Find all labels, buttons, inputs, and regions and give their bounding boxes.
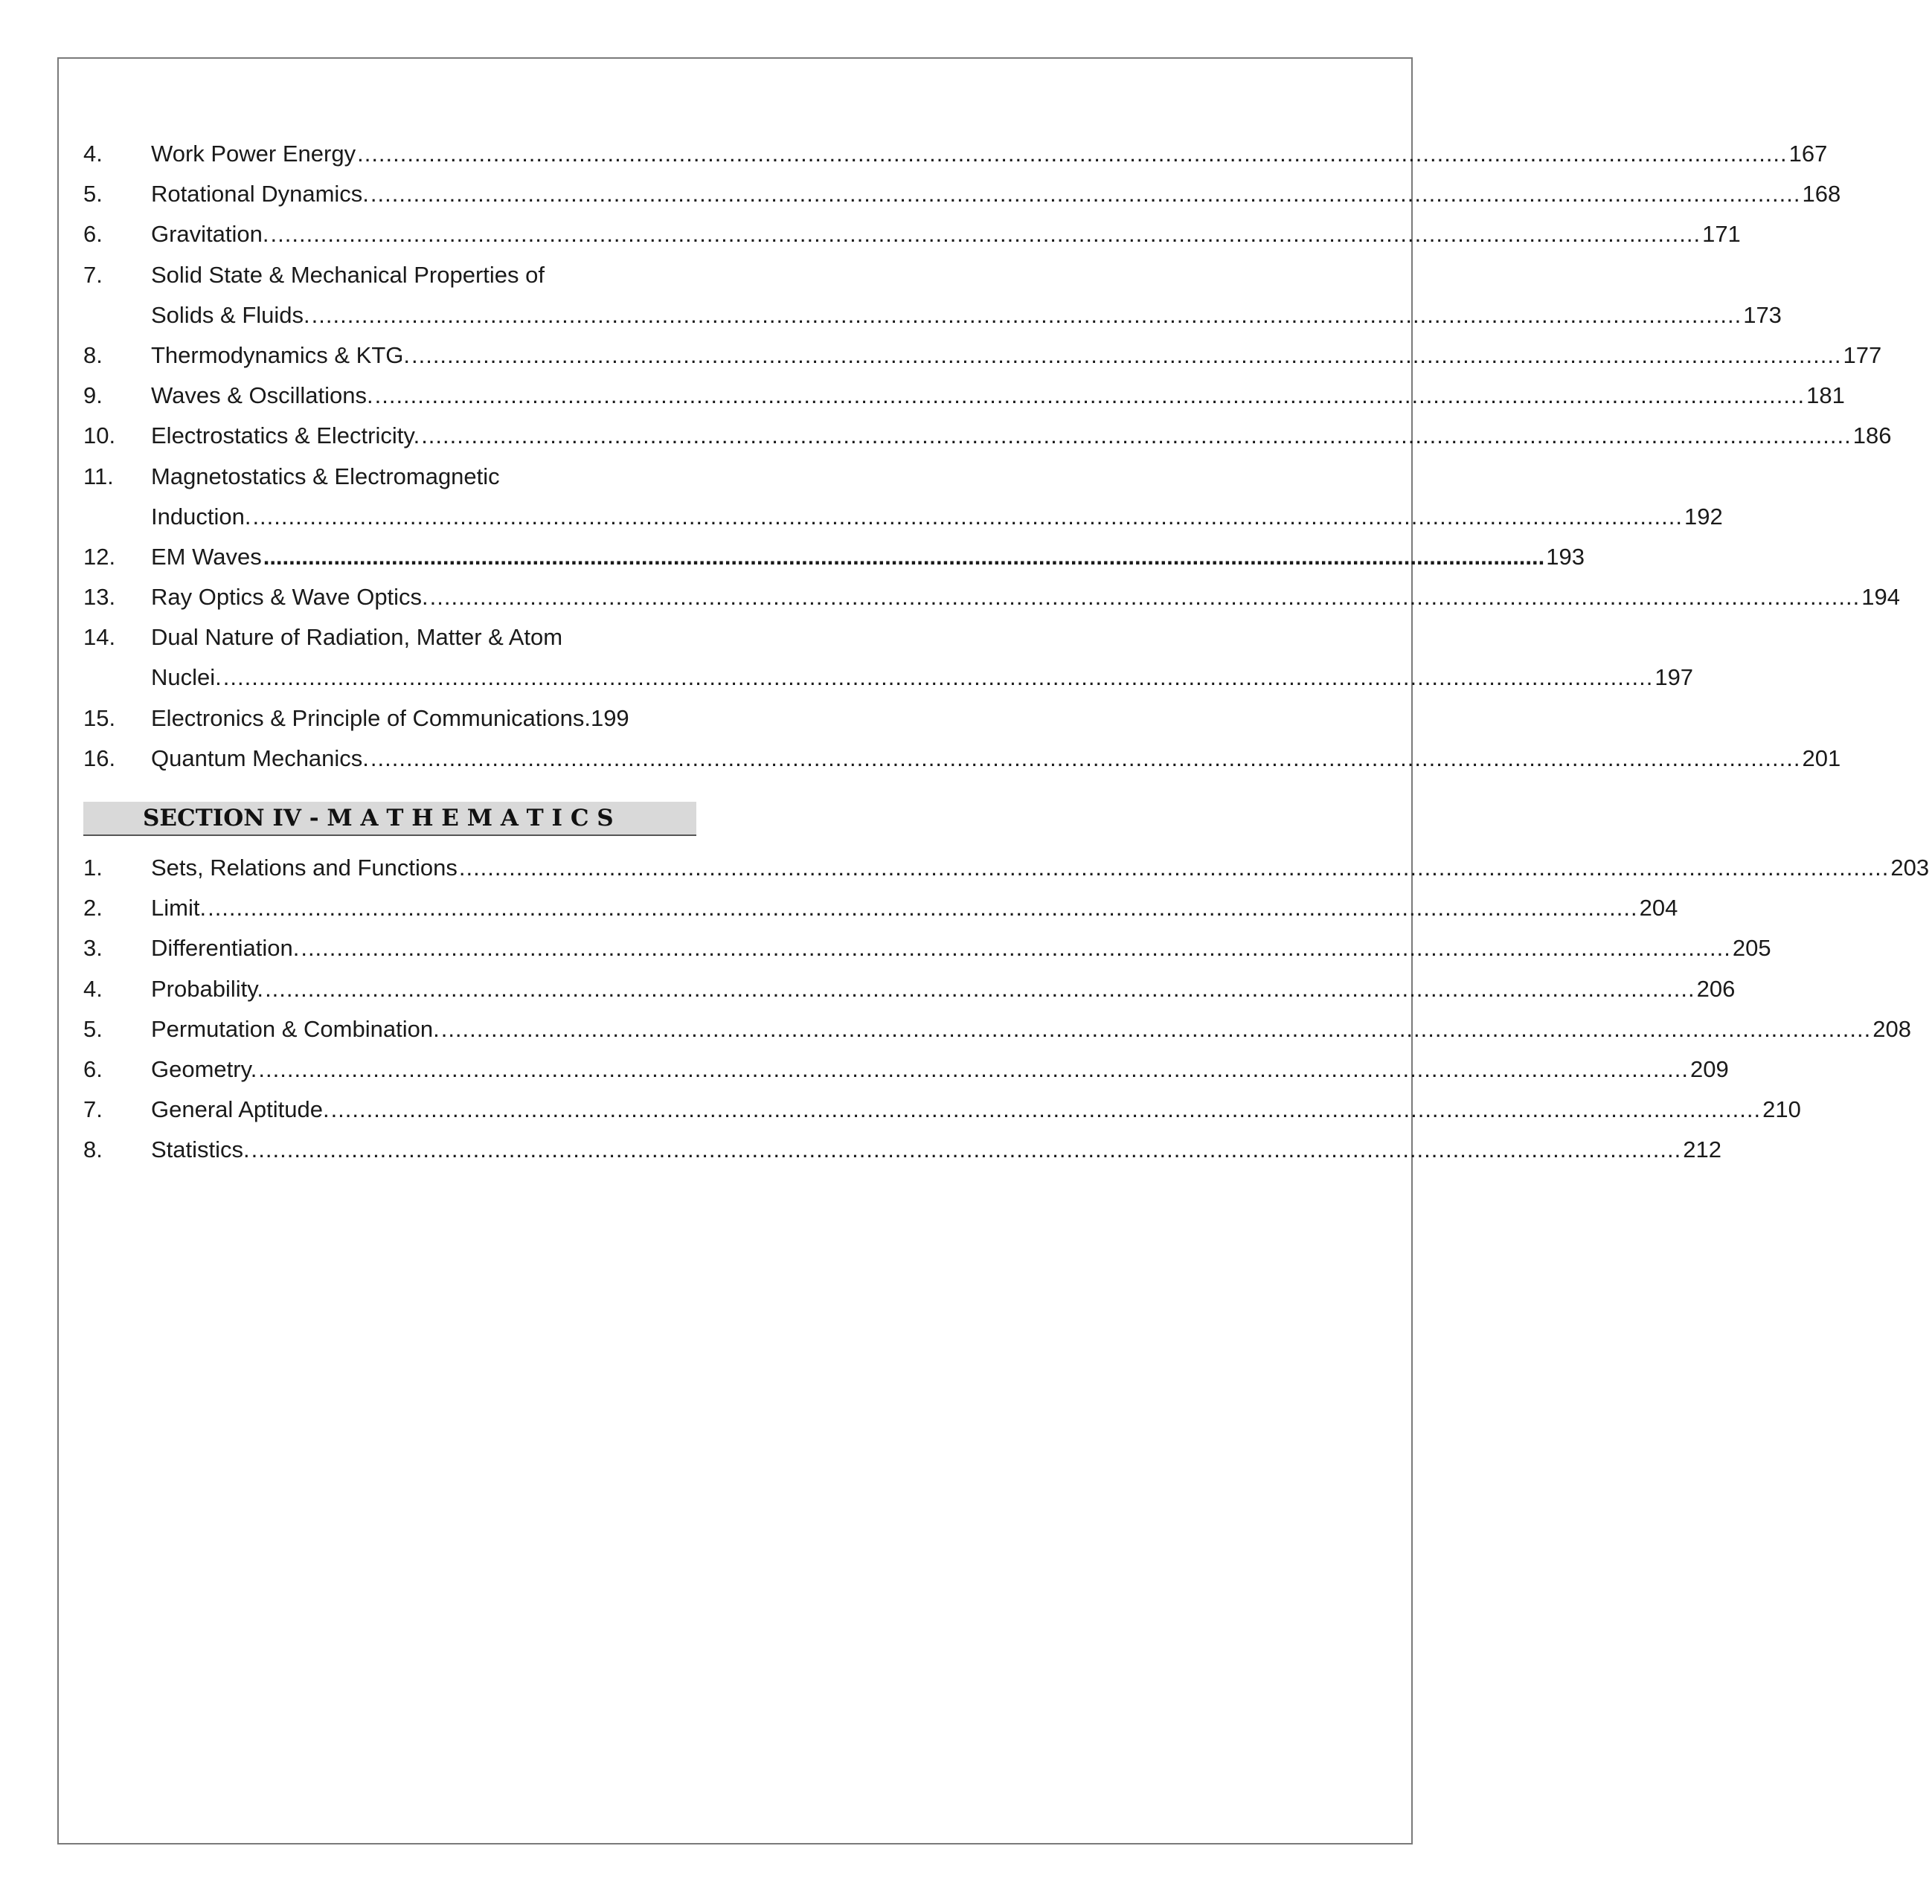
toc-leader-dots: ........................................................................................................................................................................................................: [330, 1096, 1762, 1123]
toc-entry-number: 5.: [83, 181, 103, 208]
toc-entry-page: 168: [1802, 181, 1841, 208]
toc-leader-dots: ........................................................................................................................................................................................................: [374, 382, 1806, 409]
toc-entry-page: 197: [1655, 664, 1694, 691]
toc-leader-dots: ........................................................................................................................................................................................................: [270, 221, 1701, 248]
toc-entry-row: [83, 969, 1736, 1009]
toc-entry-row: [83, 617, 701, 657]
toc-entry-title: Limit.: [151, 895, 207, 922]
toc-leader-dots: ........................................................................................................................................................................................................: [263, 543, 1545, 570]
toc-entry-title: General Aptitude.: [151, 1096, 330, 1123]
toc-entry-row: [83, 255, 701, 295]
toc-entry-page: 194: [1861, 584, 1900, 611]
toc-entry-title: Probability.: [151, 975, 264, 1002]
toc-leader-dots: ........................................................................................................................................................................................................: [421, 422, 1852, 449]
toc-entry-row: [83, 1130, 1721, 1170]
toc-entry-page: 210: [1762, 1096, 1801, 1123]
toc-leader-dots: ........................................................................................................................................................................................................: [357, 141, 1788, 167]
section-header-mathematics: [83, 802, 696, 836]
toc-entry-page: 206: [1696, 975, 1736, 1002]
toc-entry-number: 12.: [83, 543, 116, 570]
toc-entry-row: [83, 577, 1900, 617]
toc-entry-row: [83, 1090, 1801, 1130]
toc-entry-page: 208: [1872, 1015, 1911, 1042]
toc-entry-number: 6.: [83, 221, 103, 248]
toc-entry-page: 203: [1890, 855, 1930, 881]
toc-leader-dots: ........................................................................................................................................................................................................: [311, 301, 1742, 328]
toc-entry-row: [83, 537, 1585, 577]
toc-entry-row: [83, 657, 1694, 698]
toc-entry-row: [83, 134, 1828, 174]
toc-entry-row: [83, 376, 1845, 416]
toc-leader-dots: ........................................................................................................................................................................................................: [251, 1136, 1682, 1163]
toc-entry-number: 13.: [83, 584, 116, 611]
toc-entry-page: 192: [1684, 503, 1723, 530]
toc-entry-row: [83, 928, 1771, 968]
toc-leader-dots: ........................................................................................................................................................................................................: [252, 503, 1683, 530]
toc-entry-title: Dual Nature of Radiation, Matter & Atom: [151, 624, 563, 651]
toc-entry-row: [83, 214, 1741, 254]
toc-entry-title: Statistics.: [151, 1136, 250, 1163]
toc-entry-row: [83, 848, 1930, 888]
toc-entry-title: Solid State & Mechanical Properties of: [151, 261, 545, 288]
toc-entry-number: 4.: [83, 975, 103, 1002]
toc-leader-dots: ........................................................................................................................................................................................................: [370, 744, 1801, 771]
toc-leader-dots: ........................................................................................................................................................................................................: [258, 1055, 1689, 1082]
toc-leader-dots: ........................................................................................................................................................................................................: [411, 341, 1842, 368]
toc-entry-row: [83, 698, 701, 739]
toc-entry-number: 8.: [83, 341, 103, 368]
toc-entry-title: Quantum Mechanics.: [151, 744, 369, 771]
toc-entry-number: 14.: [83, 624, 116, 651]
toc-entry-title: Ray Optics & Wave Optics.: [151, 584, 429, 611]
toc-entry-page: 177: [1843, 341, 1882, 368]
toc-leader-dots: ........................................................................................................................................................................................................: [208, 895, 1638, 922]
toc-entry-page: 209: [1689, 1055, 1729, 1082]
toc-leader-dots: ........................................................................................................................................................................................................: [222, 664, 1654, 691]
toc-entry-page: 201: [1802, 744, 1841, 771]
toc-entry-row: [83, 174, 1841, 214]
toc-entry-number: 10.: [83, 422, 116, 449]
toc-entry-row: [83, 295, 1782, 335]
toc-entry-row: [83, 335, 1882, 376]
toc-entry-number: 8.: [83, 1136, 103, 1163]
toc-entry-title: Differentiation.: [151, 935, 300, 962]
toc-entry-page: 193: [1546, 543, 1585, 570]
toc-entry-number: 5.: [83, 1015, 103, 1042]
toc-entry-page: 181: [1806, 382, 1845, 409]
toc-entry-title: Permutation & Combination.: [151, 1015, 440, 1042]
toc-entry-title: Rotational Dynamics.: [151, 181, 369, 208]
toc-entry-title: Waves & Oscillations.: [151, 382, 373, 409]
toc-entry-row: [83, 888, 1678, 928]
toc-entry-title: Electronics & Principle of Communications.: [151, 704, 591, 731]
toc-entry-title: Geometry.: [151, 1055, 257, 1082]
toc-list-mathematics: [83, 848, 1930, 1171]
toc-entry-number: 9.: [83, 382, 103, 409]
toc-entry-page: 173: [1743, 301, 1782, 328]
toc-entry-row: [83, 497, 1723, 537]
toc-leader-dots: ........................................................................................................................................................................................................: [265, 975, 1695, 1002]
toc-entry-number: 6.: [83, 1055, 103, 1082]
toc-entry-row: [83, 457, 701, 497]
toc-entry-number: 11.: [83, 463, 114, 489]
toc-entry-title: Magnetostatics & Electromagnetic: [151, 463, 500, 489]
toc-leader-dots: ........................................................................................................................................................................................................: [429, 584, 1861, 611]
toc-entry-title: Gravitation.: [151, 221, 269, 248]
toc-leader-dots: ........................................................................................................................................................................................................: [458, 855, 1890, 881]
toc-entry-number: 4.: [83, 141, 103, 167]
toc-entry-number: 1.: [83, 855, 103, 881]
toc-entry-page: 204: [1639, 895, 1678, 922]
toc-entry-title: EM Waves: [151, 543, 262, 570]
toc-entry-title: Solids & Fluids.: [151, 301, 310, 328]
toc-entry-page: 167: [1788, 141, 1828, 167]
toc-entry-page: 199: [590, 704, 629, 731]
toc-entry-page: 171: [1702, 221, 1741, 248]
toc-entry-page: 212: [1683, 1136, 1721, 1163]
toc-entry-number: 15.: [83, 704, 116, 731]
toc-leader-dots: ........................................................................................................................................................................................................: [370, 181, 1801, 208]
toc-entry-title: Thermodynamics & KTG.: [151, 341, 410, 368]
toc-leader-dots: ........................................................................................................................................................................................................: [440, 1015, 1872, 1042]
toc-entry-number: 3.: [83, 935, 103, 962]
toc-entry-row: [83, 739, 1841, 779]
toc-entry-number: 2.: [83, 895, 103, 922]
toc-entry-title: Electrostatics & Electricity.: [151, 422, 420, 449]
toc-entry-row: [83, 416, 1892, 456]
toc-entry-page: 186: [1852, 422, 1892, 449]
toc-leader-dots: ........................................................................................................................................................................................................: [301, 935, 1731, 962]
toc-entry-row: [83, 1009, 1911, 1049]
toc-entry-title: Nuclei.: [151, 664, 222, 691]
toc-entry-number: 16.: [83, 744, 116, 771]
toc-list-physics: [83, 134, 1900, 779]
toc-entry-row: [83, 1049, 1729, 1090]
toc-entry-number: 7.: [83, 261, 103, 288]
toc-entry-number: 7.: [83, 1096, 103, 1123]
toc-entry-title: Work Power Energy: [151, 141, 356, 167]
section-title: SECTION IV - M A T H E M A T I C S: [143, 805, 614, 832]
toc-entry-page: 205: [1732, 935, 1771, 962]
toc-entry-title: Induction.: [151, 503, 251, 530]
toc-entry-title: Sets, Relations and Functions: [151, 855, 458, 881]
